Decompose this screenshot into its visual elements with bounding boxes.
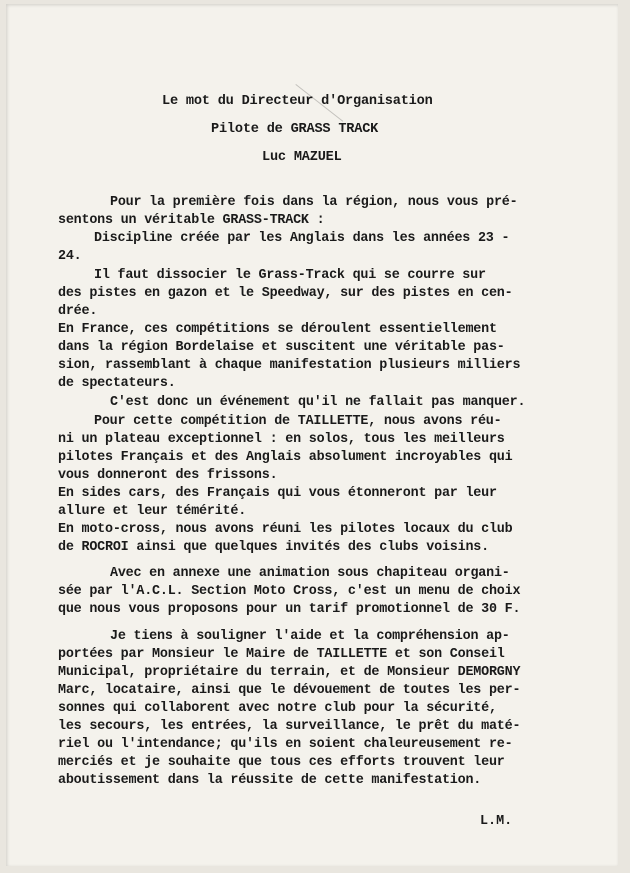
text-line: les secours, les entrées, la surveillance, le prêt du maté- [58, 719, 521, 734]
text-line: de spectateurs. [58, 376, 176, 391]
text-line: pilotes Français et des Anglais absolument incroyables qui [58, 450, 513, 465]
text-line: Pour cette compétition de TAILLETTE, nous avons réu- [94, 414, 502, 429]
text-line: drée. [58, 304, 98, 319]
text-line: Avec en annexe une animation sous chapiteau organi- [110, 566, 510, 581]
text-line: sée par l'A.C.L. Section Moto Cross, c'est un menu de choix [58, 584, 521, 599]
text-line: riel ou l'intendance; qu'ils en soient chaleureusement re- [58, 737, 513, 752]
text-line: de ROCROI ainsi que quelques invités des clubs voisins. [58, 540, 489, 555]
text-line: 24. [58, 249, 82, 264]
text-line: merciés et je souhaite que tous ces efforts trouvent leur [58, 755, 505, 770]
text-line: Municipal, propriétaire du terrain, et de Monsieur DEMORGNY [58, 665, 521, 680]
text-line: Il faut dissocier le Grass-Track qui se courre sur [94, 268, 486, 283]
text-line: En moto-cross, nous avons réuni les pilotes locaux du club [58, 522, 513, 537]
text-line: sion, rassemblant à chaque manifestation plusieurs milliers [58, 358, 521, 373]
text-line: C'est donc un événement qu'il ne fallait pas manquer. [110, 395, 526, 410]
title-line-1: Le mot du Directeur d'Organisation [162, 94, 433, 109]
text-line: vous donneront des frissons. [58, 468, 278, 483]
text-line: dans la région Bordelaise et suscitent une véritable pas- [58, 340, 505, 355]
text-line: que nous vous proposons pour un tarif promotionnel de 30 F. [58, 602, 521, 617]
text-line: Discipline créée par les Anglais dans les années 23 - [94, 231, 510, 246]
text-line: Marc, locataire, ainsi que le dévouement de toutes les per- [58, 683, 521, 698]
text-line: ni un plateau exceptionnel : en solos, tous les meilleurs [58, 432, 505, 447]
text-line: portées par Monsieur le Maire de TAILLETTE et son Conseil [58, 647, 505, 662]
signature-initials: L.M. [480, 814, 513, 829]
text-line: sonnes qui collaborent avec notre club pour la sécurité, [58, 701, 497, 716]
text-line: des pistes en gazon et le Speedway, sur des pistes en cen- [58, 286, 513, 301]
document-page [6, 4, 618, 866]
text-line: aboutissement dans la réussite de cette manifestation. [58, 773, 482, 788]
text-line: Pour la première fois dans la région, nous vous pré- [110, 195, 518, 210]
text-line: allure et leur témérité. [58, 504, 247, 519]
text-line: En France, ces compétitions se déroulent essentiellement [58, 322, 497, 337]
text-line: sentons un véritable GRASS-TRACK : [58, 213, 325, 228]
title-line-3: Luc MAZUEL [262, 150, 342, 165]
title-line-2: Pilote de GRASS TRACK [211, 122, 379, 137]
text-line: En sides cars, des Français qui vous étonneront par leur [58, 486, 497, 501]
text-line: Je tiens à souligner l'aide et la compréhension ap- [110, 629, 510, 644]
